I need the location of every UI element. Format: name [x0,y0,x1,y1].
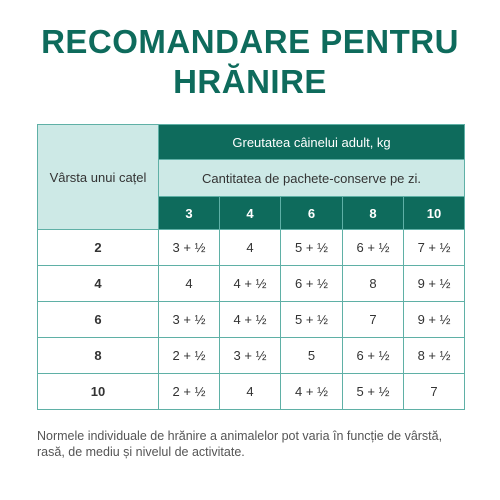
value-cell: 9 + ½ [404,266,465,302]
packs-header: Cantitatea de pachete-conserve pe zi. [159,160,465,197]
value-cell: 7 [343,302,404,338]
feeding-table [37,124,465,410]
value-cell: 3 + ½ [159,302,220,338]
table-row [38,374,465,410]
value-cell: 8 + ½ [404,338,465,374]
title-line-2: HRĂNIRE [173,63,327,100]
value-cell: 2 + ½ [159,338,220,374]
value-cell: 6 + ½ [281,266,343,302]
value-cell: 5 + ½ [281,302,343,338]
age-cell: 6 [38,302,159,338]
age-cell: 4 [38,266,159,302]
title-line-1: RECOMANDARE PENTRU [41,23,459,60]
age-cell: 10 [38,374,159,410]
age-cell: 8 [38,338,159,374]
value-cell: 4 [159,266,220,302]
value-cell: 4 [220,230,281,266]
table-row [38,266,465,302]
table-row [38,338,465,374]
value-cell: 7 + ½ [404,230,465,266]
value-cell: 9 + ½ [404,302,465,338]
table-row [38,230,465,266]
value-cell: 3 + ½ [159,230,220,266]
age-header: Vârsta unui cațel [38,125,159,230]
table-row [38,302,465,338]
weight-column-header: 4 [220,197,281,230]
value-cell: 7 [404,374,465,410]
value-cell: 6 + ½ [343,230,404,266]
value-cell: 4 + ½ [220,302,281,338]
value-cell: 2 + ½ [159,374,220,410]
weight-column-header: 8 [343,197,404,230]
page-title [0,22,500,102]
value-cell: 4 [220,374,281,410]
value-cell: 5 + ½ [281,230,343,266]
weight-column-header: 10 [404,197,465,230]
value-cell: 3 + ½ [220,338,281,374]
value-cell: 5 + ½ [343,374,404,410]
value-cell: 8 [343,266,404,302]
weight-column-header: 3 [159,197,220,230]
weight-column-header: 6 [281,197,343,230]
value-cell: 6 + ½ [343,338,404,374]
value-cell: 4 + ½ [220,266,281,302]
footnote: Normele individuale de hrănire a animalelor pot varia în funcție de vârstă, rasă, de mediu și nivelul de activitate. [37,429,443,459]
weight-header: Greutatea câinelui adult, kg [159,125,465,160]
age-cell: 2 [38,230,159,266]
value-cell: 5 [281,338,343,374]
value-cell: 4 + ½ [281,374,343,410]
